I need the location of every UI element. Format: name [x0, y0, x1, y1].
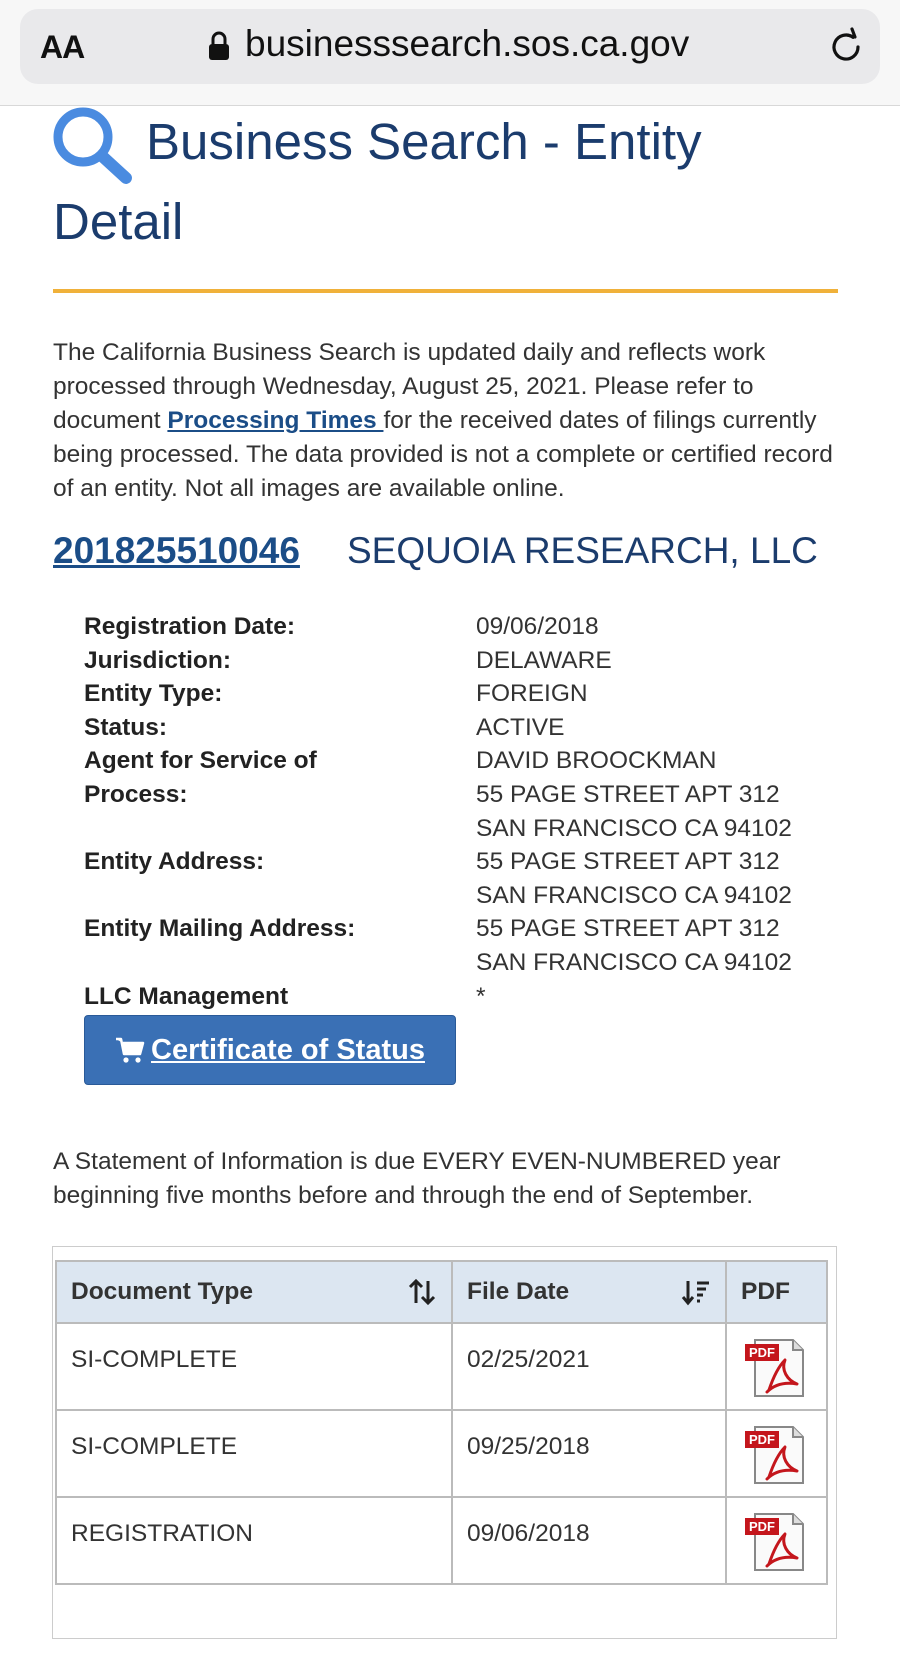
sort-icon[interactable]	[407, 1277, 437, 1307]
certificate-of-status-button[interactable]	[84, 1015, 456, 1085]
detail-value: 55 PAGE STREET APT 312	[476, 915, 780, 943]
title-divider	[53, 289, 838, 293]
header-label: Document Type	[71, 1278, 253, 1305]
detail-value: 55 PAGE STREET APT 312	[476, 848, 780, 876]
intro-text-part: for the received dates of filings currently being processed. The data provided is not a complete or certified record of an entity. Not all images are available online.	[53, 407, 833, 502]
pdf-icon[interactable]	[741, 1510, 811, 1574]
lock-icon	[208, 31, 230, 61]
entity-number-link[interactable]: 201825510046	[53, 530, 300, 571]
pdf-cell	[726, 1497, 827, 1584]
header-label: File Date	[467, 1278, 570, 1305]
detail-label: Entity Mailing Address:	[84, 915, 356, 943]
text-size-label: AA	[40, 29, 85, 65]
documents-table-container	[52, 1246, 837, 1639]
processing-times-link[interactable]: Processing Times	[167, 407, 384, 434]
document-type-header[interactable]	[56, 1261, 452, 1323]
pdf-icon-label: PDF	[749, 1519, 775, 1534]
detail-value: SAN FRANCISCO CA 94102	[476, 948, 792, 976]
document-type-cell: SI-COMPLETE	[56, 1323, 452, 1410]
detail-row	[84, 711, 844, 745]
file-date-cell: 09/06/2018	[452, 1497, 726, 1584]
detail-label: Registration Date:	[84, 613, 296, 640]
file-date-header[interactable]	[452, 1261, 726, 1323]
address-bar[interactable]	[20, 9, 880, 84]
detail-row	[84, 912, 844, 979]
pdf-cell	[726, 1323, 827, 1410]
detail-value: 09/06/2018	[476, 613, 599, 640]
text-size-button[interactable]	[40, 29, 84, 66]
detail-row	[84, 677, 844, 711]
entity-details	[84, 610, 844, 1013]
pdf-icon[interactable]	[741, 1423, 811, 1487]
detail-value: DAVID BROOCKMAN	[476, 747, 717, 775]
document-type-cell: SI-COMPLETE	[56, 1410, 452, 1497]
cart-icon	[115, 1035, 145, 1065]
statement-notice: A Statement of Information is due EVERY EVEN-NUMBERED year beginning five months before and through the end of September.	[53, 1148, 781, 1209]
browser-toolbar	[0, 0, 900, 106]
detail-row	[84, 980, 844, 1014]
sort-desc-icon[interactable]	[681, 1277, 711, 1307]
file-date-cell: 09/25/2018	[452, 1410, 726, 1497]
detail-value: ACTIVE	[476, 713, 565, 741]
page-title: Business Search - Entity Detail	[53, 113, 702, 250]
pdf-cell	[726, 1410, 827, 1497]
detail-label: Agent for Service of Process:	[84, 747, 317, 808]
detail-label: Entity Address:	[84, 848, 265, 876]
pdf-icon[interactable]	[741, 1336, 811, 1400]
detail-value: DELAWARE	[476, 646, 612, 674]
detail-label: Status:	[84, 713, 168, 741]
table-header-row	[56, 1261, 827, 1323]
entity-name: SEQUOIA RESEARCH, LLC	[347, 530, 818, 571]
detail-value: SAN FRANCISCO CA 94102	[476, 814, 792, 842]
reload-icon[interactable]	[826, 27, 866, 67]
detail-value: *	[476, 982, 486, 1010]
detail-row	[84, 845, 844, 912]
table-row	[56, 1323, 827, 1410]
intro-text-part: The California Business Search is updated daily and reflects work processed through Wednesday, August 25, 2021. Please refer to document	[53, 339, 766, 434]
detail-value: SAN FRANCISCO CA 94102	[476, 881, 792, 909]
table-row	[56, 1497, 827, 1584]
detail-row	[84, 610, 844, 644]
detail-row	[84, 644, 844, 678]
pdf-header: PDF	[726, 1261, 827, 1323]
documents-table	[55, 1260, 828, 1585]
intro-text	[53, 336, 843, 506]
detail-value: FOREIGN	[476, 680, 588, 708]
table-row	[56, 1410, 827, 1497]
pdf-icon-label: PDF	[749, 1432, 775, 1447]
file-date-cell: 02/25/2021	[452, 1323, 726, 1410]
detail-row	[84, 744, 844, 845]
certificate-button-label: Certificate of Status	[151, 1033, 425, 1066]
detail-label: LLC Management	[84, 982, 289, 1010]
document-type-cell: REGISTRATION	[56, 1497, 452, 1584]
pdf-icon-label: PDF	[749, 1345, 775, 1360]
detail-value: 55 PAGE STREET APT 312	[476, 780, 780, 808]
url-text[interactable]: businesssearch.sos.ca.gov	[245, 23, 690, 64]
detail-label: Entity Type:	[84, 680, 223, 708]
detail-label: Jurisdiction:	[84, 646, 232, 674]
